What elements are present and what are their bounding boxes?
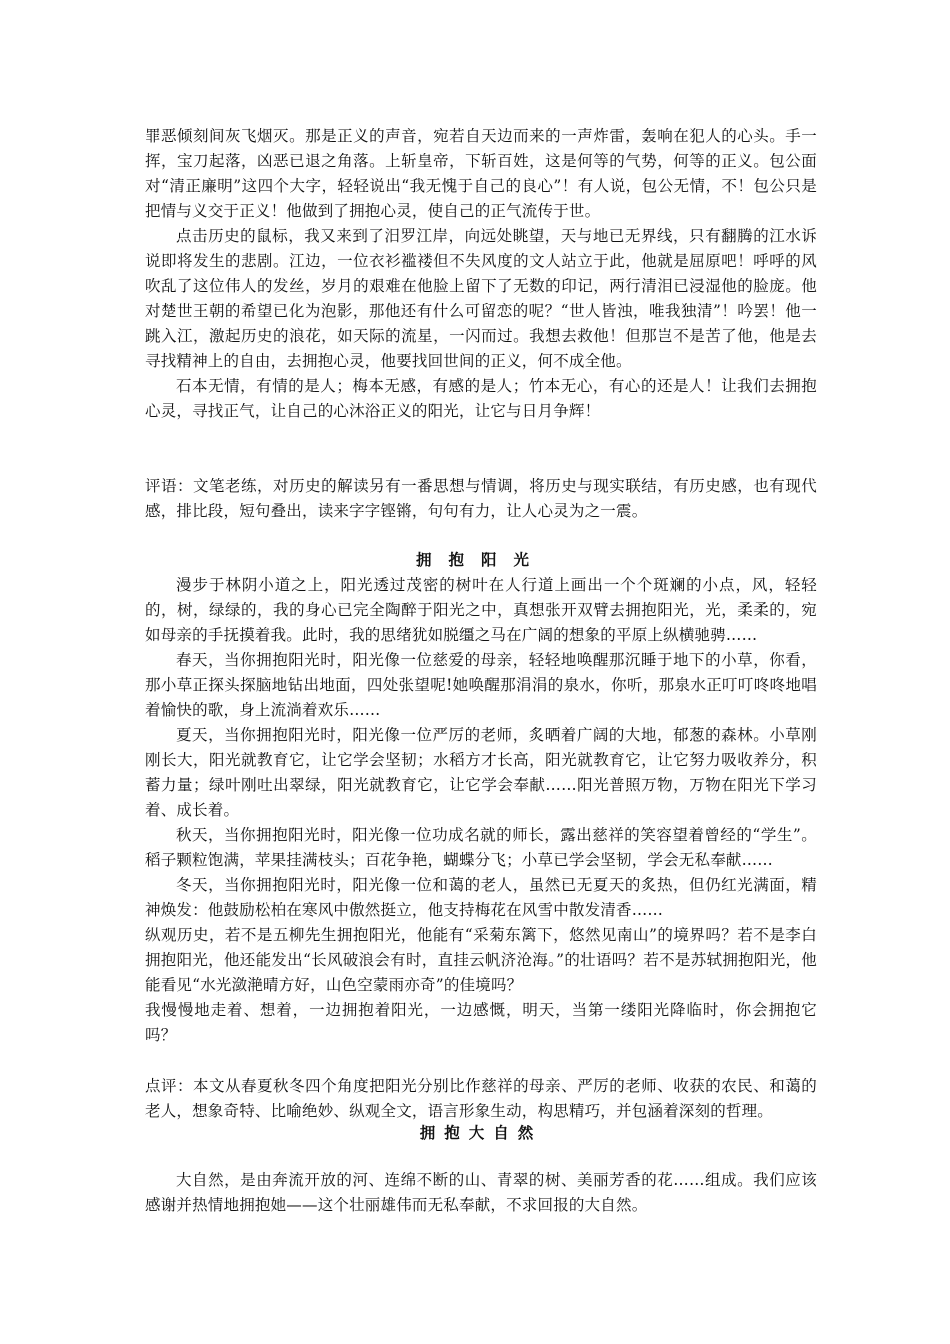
comment-2-text: 点评：本文从春夏秋冬四个角度把阳光分别比作慈祥的母亲、严厉的老师、收获的农民、和蔼的老人，想象奇特、比喻绝妙、纵观全文，语言形象生动，构思精巧，并包涵着深刻的哲理。 [145, 1077, 817, 1120]
essay-2-body [145, 573, 817, 1048]
essay-2-paragraph-2: 春天，当你拥抱阳光时，阳光像一位慈爱的母亲，轻轻地唤醒那沉睡于地下的小草，你看，那小草正探头探脑地钻出地面，四处张望呢!她唤醒那涓涓的泉水，你听，那泉水正叮叮咚咚地唱着愉快的歌，身上流淌着欢乐…… [145, 651, 817, 719]
essay-2-paragraph-6: 纵观历史，若不是五柳先生拥抱阳光，他能有“采菊东篱下，悠然见南山”的境界吗？若不是李白拥抱阳光，他还能发出“长风破浪会有时，直挂云帆济沧海。”的壮语吗？若不是苏轼拥抱阳光，他能看见“水光潋滟晴方好，山色空蒙雨亦奇”的佳境吗？ [145, 926, 817, 994]
essay-3-body [145, 1168, 817, 1218]
essay-2-paragraph-7: 我慢慢地走着、想着，一边拥抱着阳光，一边感慨，明天，当第一缕阳光降临时，你会拥抱它吗？ [145, 1001, 817, 1044]
essay-1-paragraph-3: 石本无情，有情的是人；梅本无感，有感的是人；竹本无心，有心的还是人！让我们去拥抱心灵，寻找正气，让自己的心沐浴正义的阳光，让它与日月争辉！ [145, 377, 817, 420]
essay-2-paragraph-4: 秋天，当你拥抱阳光时，阳光像一位功成名就的师长，露出慈祥的笑容望着曾经的“学生”。稻子颗粒饱满，苹果挂满枝头；百花争艳，蝴蝶分飞；小草已学会坚韧，学会无私奉献…… [145, 826, 817, 869]
essay-2-paragraph-1: 漫步于林阴小道之上，阳光透过茂密的树叶在人行道上画出一个个斑斓的小点，风，轻轻的，树，绿绿的，我的身心已完全陶醉于阳光之中，真想张开双臂去拥抱阳光，光，柔柔的，宛如母亲的手抚摸着我。此时，我的思绪犹如脱缰之马在广阔的想象的平原上纵横驰骋…… [145, 576, 817, 644]
essay-1-paragraph-1: 罪恶倾刻间灰飞烟灭。那是正义的声音，宛若自天边而来的一声炸雷，轰响在犯人的心头。手一挥，宝刀起落，凶恶已退之角落。上斩皇帝，下斩百姓，这是何等的气势，何等的正义。包公面对“清正廉明”这四个大字，轻轻说出“我无愧于自己的良心”！有人说，包公无情，不！包公只是把情与义交于正义！他做到了拥抱心灵，使自己的正气流传于世。 [145, 127, 817, 220]
comment-1-text: 评语：文笔老练，对历史的解读另有一番思想与情调，将历史与现实联结，有历史感，也有现代感，排比段，短句叠出，读来字字铿锵，句句有力，让人心灵为之一震。 [145, 477, 817, 520]
comment-1 [145, 474, 817, 524]
comment-2 [145, 1074, 817, 1124]
essay-1-continued [145, 124, 817, 424]
essay-1-paragraph-2: 点击历史的鼠标，我又来到了汨罗江岸，向远处眺望，天与地已无界线，只有翻腾的江水诉说即将发生的悲剧。江边，一位衣衫褴褛但不失风度的文人站立于此，他就是屈原吧！呼呼的风吹乱了这位伟人的发丝，岁月的艰难在他脸上留下了无数的印记，两行清泪已浸湿他的脸庞。他对楚世王朝的希望已化为泡影，那他还有什么可留恋的呢？“世人皆浊，唯我独清”！吟罢！他一跳入江，激起历史的浪花，如天际的流星，一闪而过。我想去救他！但那岂不是苦了他，他是去寻找精神上的自由，去拥抱心灵，他要找回世间的正义，何不成全他。 [145, 227, 817, 370]
essay-3-title: 拥抱大自然 [419, 1124, 543, 1142]
essay-2-paragraph-3: 夏天，当你拥抱阳光时，阳光像一位严厉的老师，炙晒着广阔的大地，郁葱的森林。小草刚刚长大，阳光就教育它，让它学会坚韧；水稻方才长高，阳光就教育它，让它努力吸收养分，积蓄力量；绿叶刚吐出翠绿，阳光就教育它，让它学会奉献……阳光普照万物，万物在阳光下学习着、成长着。 [145, 726, 817, 819]
essay-3-paragraph-1: 大自然，是由奔流开放的河、连绵不断的山、青翠的树、美丽芳香的花……组成。我们应该感谢并热情地拥抱她——这个壮丽雄伟而无私奉献，不求回报的大自然。 [145, 1171, 817, 1214]
essay-2-paragraph-5: 冬天，当你拥抱阳光时，阳光像一位和蔼的老人，虽然已无夏天的炙热，但仍红光满面，精神焕发：他鼓励松柏在寒风中傲然挺立，他支持梅花在风雪中散发清香…… [145, 876, 817, 919]
essay-2-title: 拥抱阳光 [415, 551, 546, 569]
